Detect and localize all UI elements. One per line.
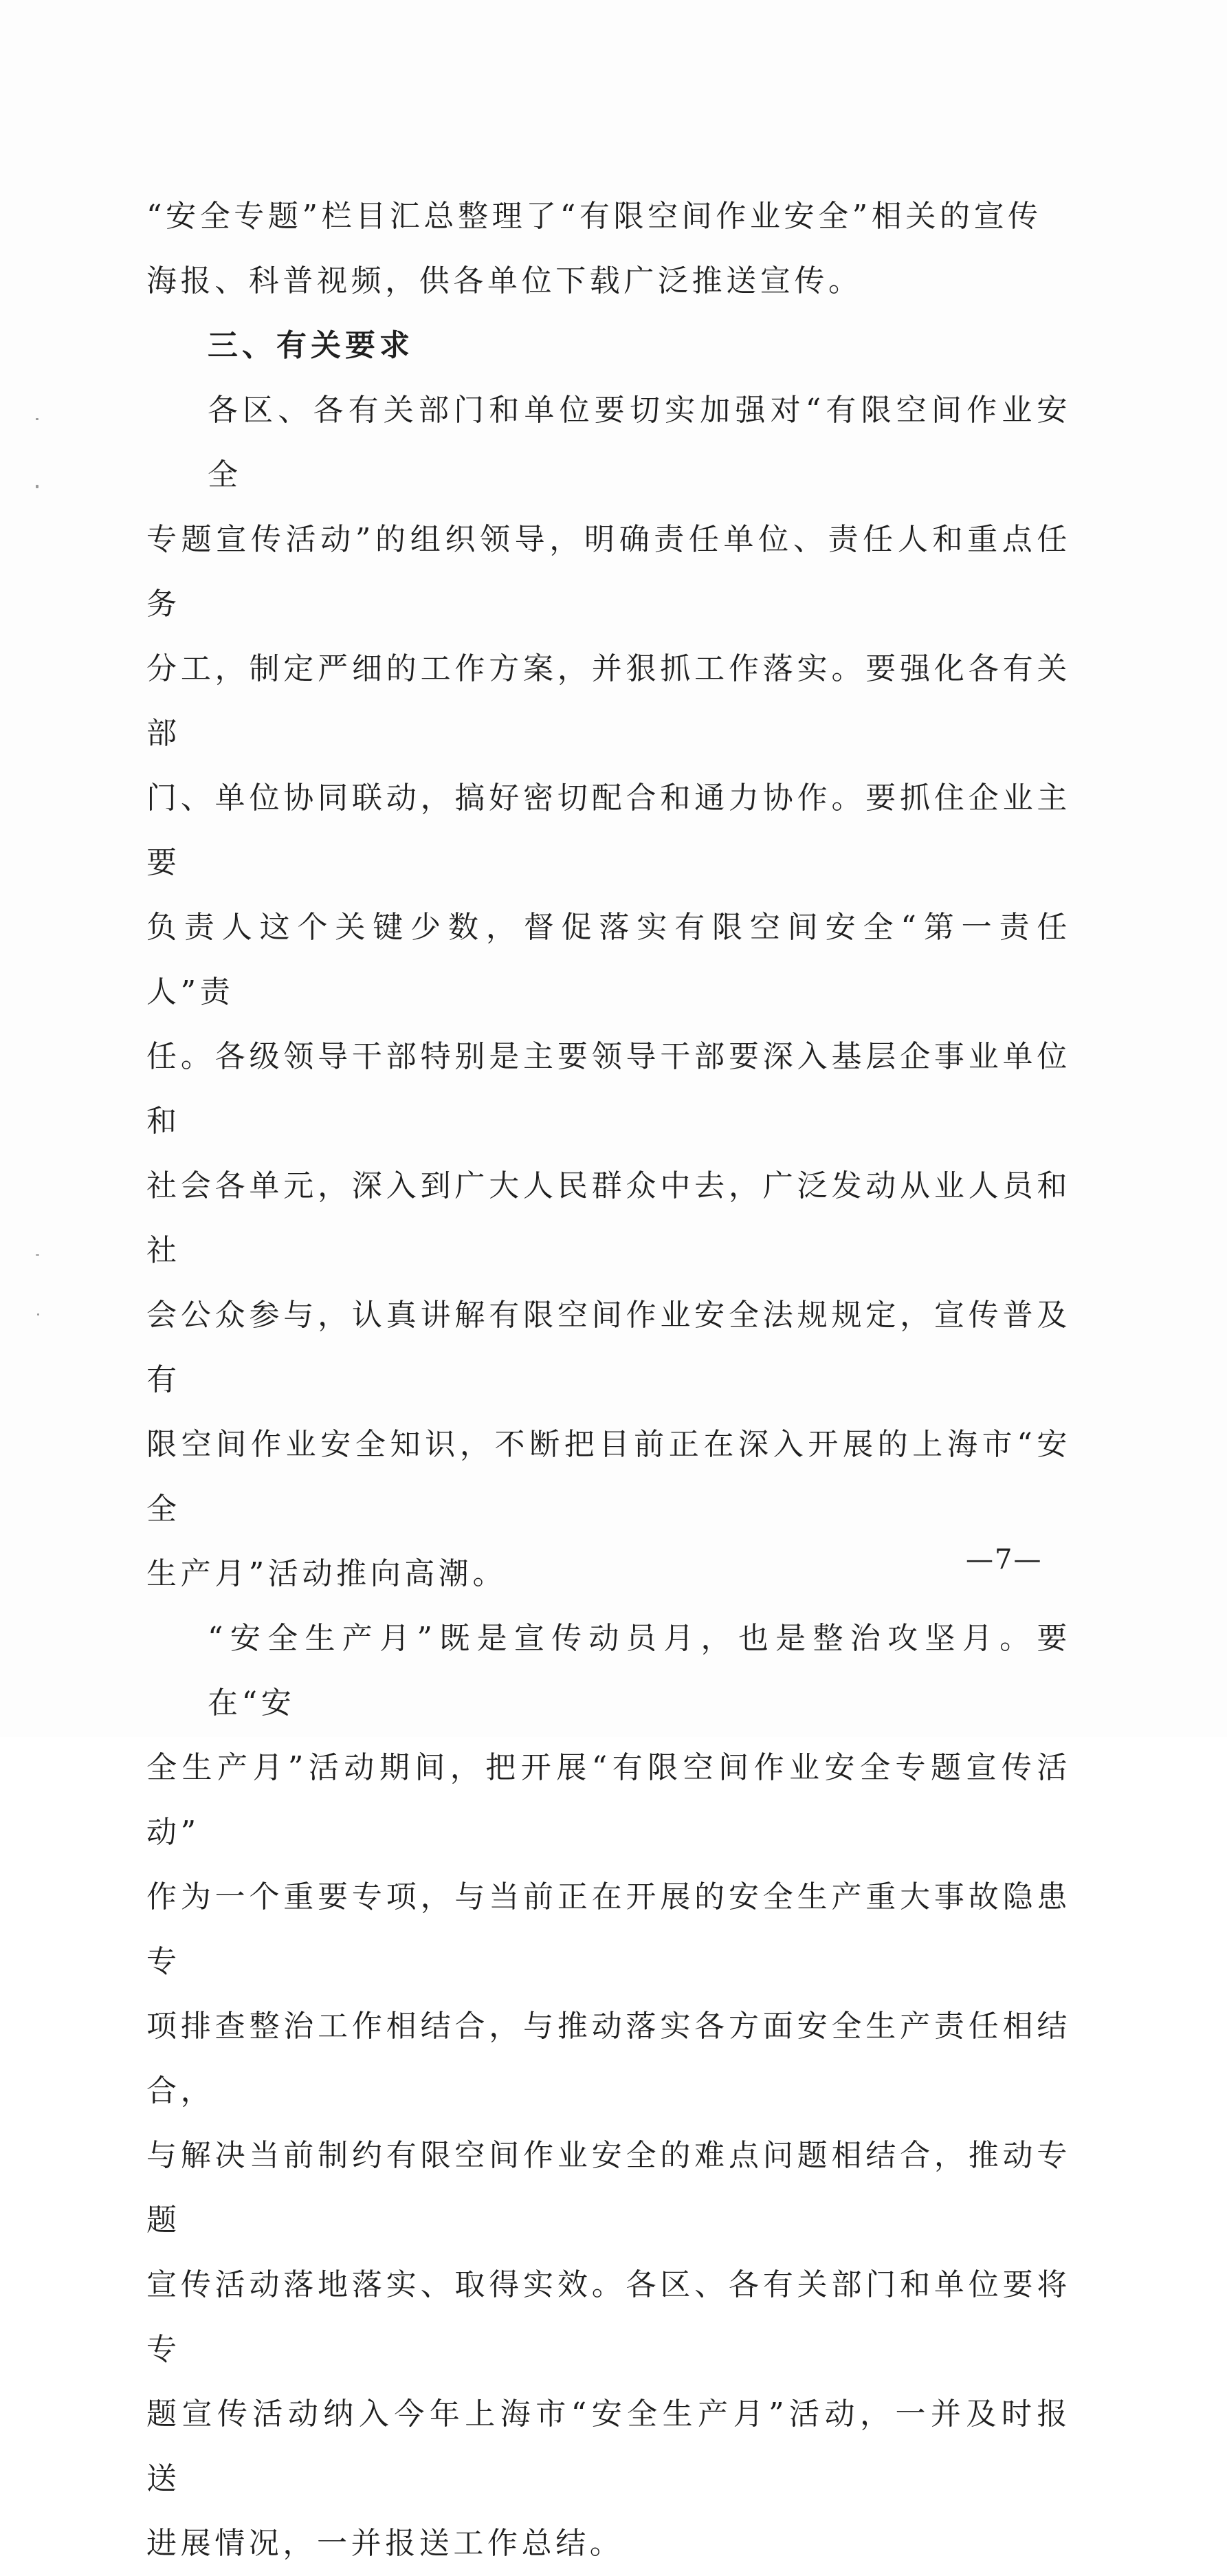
text-line: 全生产月”活动期间，把开展“有限空间作业安全专题宣传活动” [146, 1750, 1071, 1850]
text-line: 生产月”活动推向高潮。 [146, 1556, 507, 1591]
text-line: 作为一个重要专项，与当前正在开展的安全生产重大事故隐患专 [146, 1879, 1071, 1979]
safety-month-paragraph [146, 1606, 1071, 2576]
page-number: —7— [966, 1544, 1043, 1575]
text-line: 限空间作业安全知识，不断把目前正在深入开展的上海市“安全 [146, 1427, 1071, 1527]
text-line: 会公众参与，认真讲解有限空间作业安全法规规定，宣传普及有 [146, 1298, 1071, 1397]
text-line: 门、单位协同联动，搞好密切配合和通力协作。要抓住企业主要 [146, 781, 1071, 880]
text-line: 进展情况，一并报送工作总结。 [146, 2526, 624, 2561]
text-line: 专题宣传活动”的组织领导，明确责任单位、责任人和重点任务 [146, 522, 1071, 622]
text-line: 负责人这个关键少数，督促落实有限空间安全“第一责任人”责 [146, 910, 1071, 1009]
section-heading: 三、有关要求 [208, 328, 414, 363]
scan-speck [36, 1254, 39, 1256]
requirements-paragraph [146, 378, 1071, 1606]
scan-speck [36, 418, 38, 420]
scan-speck [37, 1313, 39, 1316]
scan-speck [36, 485, 38, 488]
text-line: 各区、各有关部门和单位要切实加强对“有限空间作业安全 [208, 393, 1071, 492]
text-line: 与解决当前制约有限空间作业安全的难点问题相结合，推动专题 [146, 2138, 1071, 2238]
text-line: 海报、科普视频，供各单位下载广泛推送宣传。 [146, 263, 863, 298]
text-line: “安全生产月”既是宣传动员月，也是整治攻坚月。要在“安 [208, 1621, 1071, 1721]
text-line: 宣传活动落地落实、取得实效。各区、各有关部门和单位要将专 [146, 2267, 1071, 2367]
text-line: 社会各单元，深入到广大人民群众中去，广泛发动从业人员和社 [146, 1168, 1071, 1268]
document-body [146, 184, 1071, 2576]
text-line: 项排查整治工作相结合，与推动落实各方面安全生产责任相结合， [146, 2009, 1071, 2108]
intro-paragraph [146, 184, 1071, 314]
text-line: 题宣传活动纳入今年上海市“安全生产月”活动，一并及时报送 [146, 2397, 1071, 2496]
text-line: 分工，制定严细的工作方案，并狠抓工作落实。要强化各有关部 [146, 651, 1071, 751]
text-line: “安全专题”栏目汇总整理了“有限空间作业安全”相关的宣传 [146, 199, 1042, 234]
text-line: 任。各级领导干部特别是主要领导干部要深入基层企事业单位和 [146, 1039, 1071, 1139]
